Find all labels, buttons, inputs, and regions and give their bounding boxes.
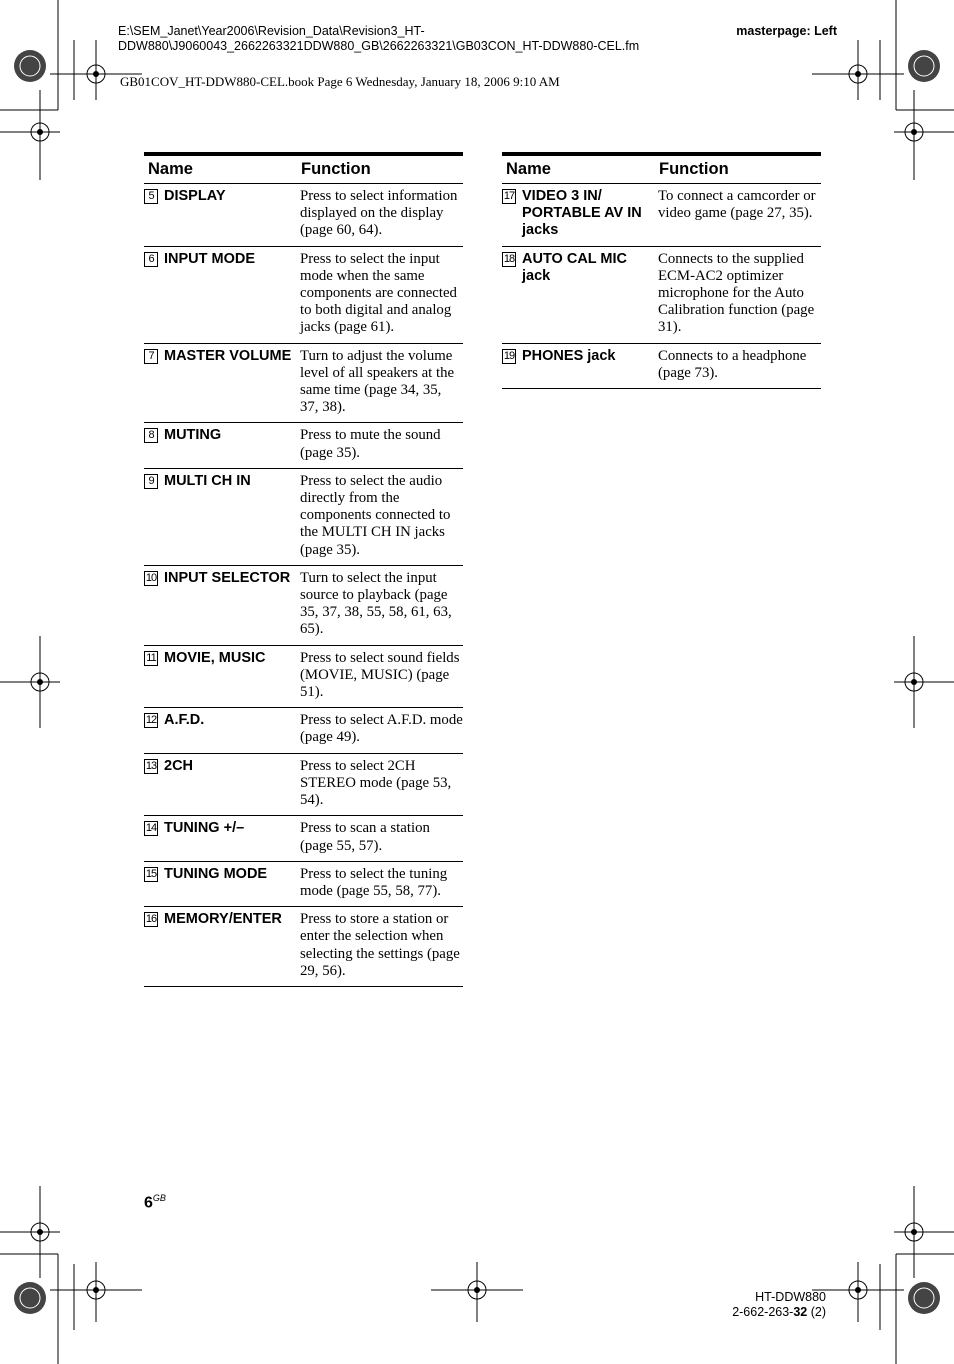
function-cell: Press to select information displayed on the display (page 60, 64). — [300, 188, 458, 239]
name-cell — [144, 712, 297, 746]
item-number-badge: 5 — [144, 189, 158, 204]
table-row — [144, 184, 463, 247]
page-number — [144, 1193, 166, 1212]
table-row — [502, 247, 821, 344]
control-name: MOVIE, MUSIC — [164, 649, 266, 666]
control-name: MUTING — [164, 427, 222, 444]
name-cell — [144, 570, 297, 639]
name-cell — [144, 820, 297, 854]
item-number-badge: 13 — [145, 759, 157, 772]
name-cell — [144, 911, 297, 980]
control-name: A.F.D. — [164, 712, 205, 729]
function-cell: Press to mute the sound (page 35). — [300, 427, 441, 461]
product-code-prefix: 2-662-263- — [732, 1305, 794, 1319]
item-number-badge: 18 — [503, 252, 515, 265]
table-row — [144, 423, 463, 468]
table-row — [144, 708, 463, 753]
product-code-suffix: (2) — [807, 1305, 826, 1319]
table-row — [144, 566, 463, 646]
function-cell: Press to store a station or enter the selection when selecting the settings (page 29, 56). — [300, 911, 460, 979]
control-name: MEMORY/ENTER — [164, 911, 282, 928]
function-column-header: Function — [301, 160, 371, 178]
control-name: VIDEO 3 IN/ PORTABLE AV IN jacks — [522, 188, 642, 239]
table-body — [502, 184, 821, 389]
control-name: PHONES jack — [522, 347, 616, 364]
table-row — [144, 862, 463, 907]
table-header — [144, 156, 463, 184]
table-row — [144, 907, 463, 987]
function-cell: Press to select the input mode when the same components are connected to both digital and analog jacks (page 61). — [300, 250, 457, 336]
table-row — [144, 754, 463, 817]
product-code — [732, 1305, 826, 1320]
file-path-line1: E:\SEM_Janet\Year2006\Revision_Data\Revision3_HT- — [118, 24, 425, 38]
function-cell: Press to select the tuning mode (page 55, 58, 77). — [300, 865, 448, 899]
control-name: MULTI CH IN — [164, 472, 251, 489]
model-name: HT-DDW880 — [755, 1290, 826, 1304]
function-cell: Press to select sound fields (MOVIE, MUSIC) (page 51). — [300, 649, 460, 701]
name-cell — [502, 348, 655, 382]
name-cell — [502, 251, 655, 337]
function-cell: Press to select A.F.D. mode (page 49). — [300, 712, 463, 746]
control-name: INPUT SELECTOR — [164, 569, 291, 586]
item-number-badge: 14 — [145, 822, 157, 835]
function-cell: Press to select the audio directly from the components connected to the MULTI CH IN jacks (page 35). — [300, 472, 451, 558]
name-cell — [144, 473, 297, 559]
item-number-badge: 17 — [503, 190, 515, 202]
table-header — [502, 156, 821, 184]
item-number-badge: 12 — [145, 714, 157, 727]
file-path — [118, 24, 718, 54]
name-cell — [144, 650, 297, 702]
function-cell: Turn to select the input source to playback (page 35, 37, 38, 55, 58, 61, 63, 65). — [300, 569, 452, 638]
table-row — [144, 344, 463, 424]
control-name: DISPLAY — [164, 188, 226, 204]
product-code-bold: 32 — [793, 1305, 808, 1319]
name-column-header: Name — [148, 160, 193, 178]
function-cell: Connects to the supplied ECM-AC2 optimizer microphone for the Auto Calibration function (page 31). — [658, 250, 815, 336]
function-cell: Press to scan a station (page 55, 57). — [300, 820, 430, 854]
function-cell: To connect a camcorder or video game (page 27, 35). — [658, 188, 816, 222]
item-number-badge: 16 — [145, 913, 157, 926]
table-row — [144, 469, 463, 566]
name-cell — [144, 251, 297, 337]
name-cell — [144, 866, 297, 900]
controls-table-right — [502, 152, 821, 389]
item-number-badge: 6 — [144, 252, 158, 267]
function-cell: Connects to a headphone (page 73). — [658, 347, 807, 381]
name-cell — [144, 188, 297, 240]
item-number-badge: 8 — [144, 428, 158, 443]
file-path-line2: DDW880\J9060043_2662263321DDW880_GB\2662263321\GB03CON_HT-DDW880-CEL.fm — [118, 39, 640, 53]
control-name: MASTER VOLUME — [164, 347, 292, 364]
page-number-value: 6 — [144, 1194, 153, 1212]
item-number-badge: 9 — [144, 474, 158, 489]
control-name: 2CH — [164, 757, 194, 774]
table-body — [144, 184, 463, 987]
controls-table-left — [144, 152, 463, 987]
name-cell — [144, 758, 297, 810]
control-name: TUNING +/– — [164, 820, 245, 837]
control-name: TUNING MODE — [164, 865, 268, 882]
table-row — [144, 816, 463, 861]
name-cell — [502, 188, 655, 240]
function-cell: Turn to adjust the volume level of all speakers at the same time (page 34, 35, 37, 38). — [300, 347, 455, 416]
name-column-header: Name — [506, 160, 551, 178]
table-row — [502, 344, 821, 389]
masterpage-label: masterpage: Left — [736, 24, 837, 38]
table-row — [502, 184, 821, 247]
item-number-badge: 15 — [145, 867, 157, 880]
footer-info — [732, 1290, 826, 1320]
table-row — [144, 247, 463, 344]
name-cell — [144, 427, 297, 461]
page-number-suffix: GB — [152, 1193, 166, 1203]
item-number-badge: 7 — [144, 349, 158, 364]
book-info-line: GB01COV_HT-DDW880-CEL.book Page 6 Wednesday, January 18, 2006 9:10 AM — [120, 74, 560, 89]
function-cell: Press to select 2CH STEREO mode (page 53, 54). — [300, 757, 452, 809]
name-cell — [144, 348, 297, 417]
function-column-header: Function — [659, 160, 729, 178]
control-name: INPUT MODE — [164, 250, 256, 267]
item-number-badge: 11 — [144, 651, 158, 666]
item-number-badge: 19 — [503, 349, 515, 362]
control-name: AUTO CAL MIC jack — [522, 250, 627, 284]
table-row — [144, 646, 463, 709]
item-number-badge: 10 — [145, 571, 157, 584]
